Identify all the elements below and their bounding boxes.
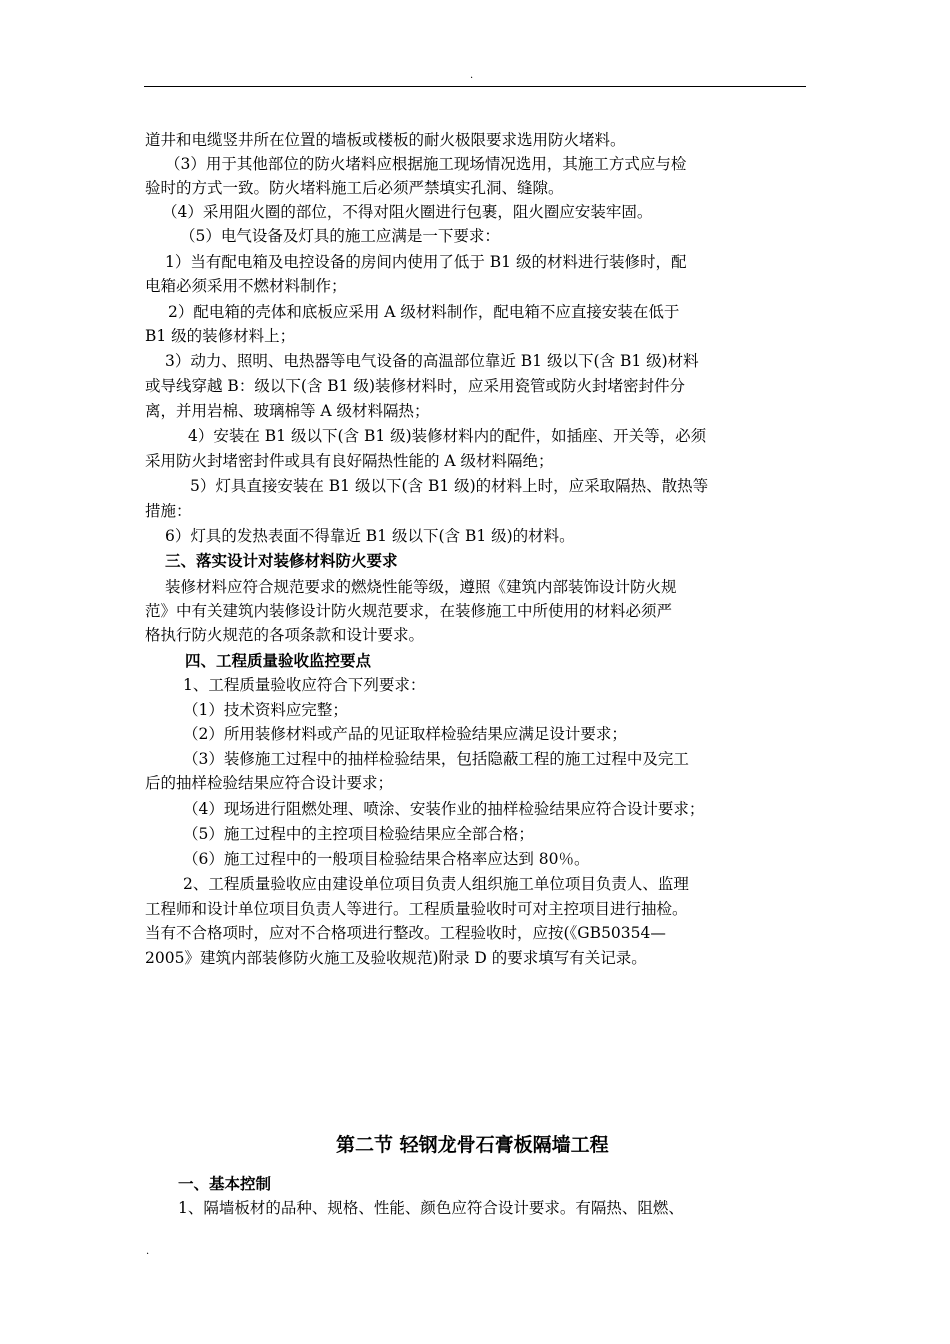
text-line: （6）施工过程中的一般项目检验结果合格率应达到 80％。	[183, 850, 590, 868]
text-line: 6）灯具的发热表面不得靠近 B1 级以下(含 B1 级)的材料。	[165, 527, 575, 545]
section-heading: 三、落实设计对装修材料防火要求	[165, 551, 398, 570]
text-line: （2）所用装修材料或产品的见证取样检验结果应满足设计要求；	[183, 725, 627, 743]
text-line: 5）灯具直接安装在 B1 级以下(含 B1 级)的材料上时，应采取隔热、散热等	[190, 477, 709, 495]
text-line: 2005》建筑内部装修防火施工及验收规范)附录 D 的要求填写有关记录。	[145, 949, 647, 967]
text-line: （4）采用阻火圈的部位，不得对阻火圈进行包裹，阻火圈应安装牢固。	[162, 203, 653, 221]
text-line: 工程师和设计单位项目负责人等进行。工程质量验收时可对主控项目进行抽检。	[145, 900, 688, 918]
text-line: （3）用于其他部位的防火堵料应根据施工现场情况选用，其施工方式应与检	[165, 155, 687, 173]
text-line: 1）当有配电箱及电控设备的房间内使用了低于 B1 级的材料进行装修时，配	[165, 253, 687, 271]
text-line: 道井和电缆竖井所在位置的墙板或楼板的耐火极限要求选用防火堵料。	[145, 131, 626, 149]
text-line: （4）现场进行阻燃处理、喷涂、安装作业的抽样检验结果应符合设计要求；	[183, 800, 705, 818]
section-heading: 一、基本控制	[178, 1174, 272, 1193]
text-line: （3）装修施工过程中的抽样检验结果，包括隐蔽工程的施工过程中及完工	[183, 750, 689, 768]
text-line: 2、工程质量验收应由建设单位项目负责人组织施工单位项目负责人、监理	[183, 875, 689, 893]
text-line: 验时的方式一致。防火堵料施工后必须严禁填实孔洞、缝隙。	[145, 179, 564, 197]
text-line: 格执行防火规范的各项条款和设计要求。	[145, 626, 425, 644]
text-line: 当有不合格项时，应对不合格项进行整改。工程验收时，应按(《GB50354—	[145, 924, 666, 942]
text-line: 措施：	[145, 502, 192, 520]
footer-mark: .	[146, 1246, 150, 1257]
section-heading: 四、工程质量验收监控要点	[185, 651, 372, 670]
text-line: 电箱必须采用不燃材料制作；	[145, 277, 347, 295]
text-line: 离，并用岩棉、玻璃棉等 A 级材料隔热；	[145, 402, 430, 420]
text-line: 采用防火封堵密封件或具有良好隔热性能的 A 级材料隔绝；	[145, 452, 554, 470]
text-line: 1、隔墙板材的品种、规格、性能、颜色应符合设计要求。有隔热、阻燃、	[178, 1199, 684, 1217]
text-line: 后的抽样检验结果应符合设计要求；	[145, 774, 394, 792]
header-rule	[144, 86, 806, 87]
section-title: 第二节 轻钢龙骨石膏板隔墙工程	[336, 1134, 609, 1156]
header-mark: .	[470, 70, 474, 81]
text-line: 或导线穿越 B：级以下(含 B1 级)装修材料时，应采用瓷管或防火封堵密封件分	[145, 377, 686, 395]
text-line: 4）安装在 B1 级以下(含 B1 级)装修材料内的配件，如插座、开关等，必须	[188, 427, 707, 445]
text-line: B1 级的装修材料上；	[145, 327, 296, 345]
text-line: 2）配电箱的壳体和底板应采用 A 级材料制作，配电箱不应直接安装在低于	[168, 303, 680, 321]
text-line: 3）动力、照明、电热器等电气设备的高温部位靠近 B1 级以下(含 B1 级)材料	[165, 352, 699, 370]
text-line: 装修材料应符合规范要求的燃烧性能等级，遵照《建筑内部装饰设计防火规	[165, 578, 677, 596]
text-line: 1、工程质量验收应符合下列要求：	[183, 676, 426, 694]
text-line: （5）电气设备及灯具的施工应满是一下要求：	[180, 227, 500, 245]
text-line: （5）施工过程中的主控项目检验结果应全部合格；	[183, 825, 534, 843]
text-line: （1）技术资料应完整；	[183, 701, 348, 719]
text-line: 范》中有关建筑内装修设计防火规范要求，在装修施工中所使用的材料必须严	[145, 602, 673, 620]
